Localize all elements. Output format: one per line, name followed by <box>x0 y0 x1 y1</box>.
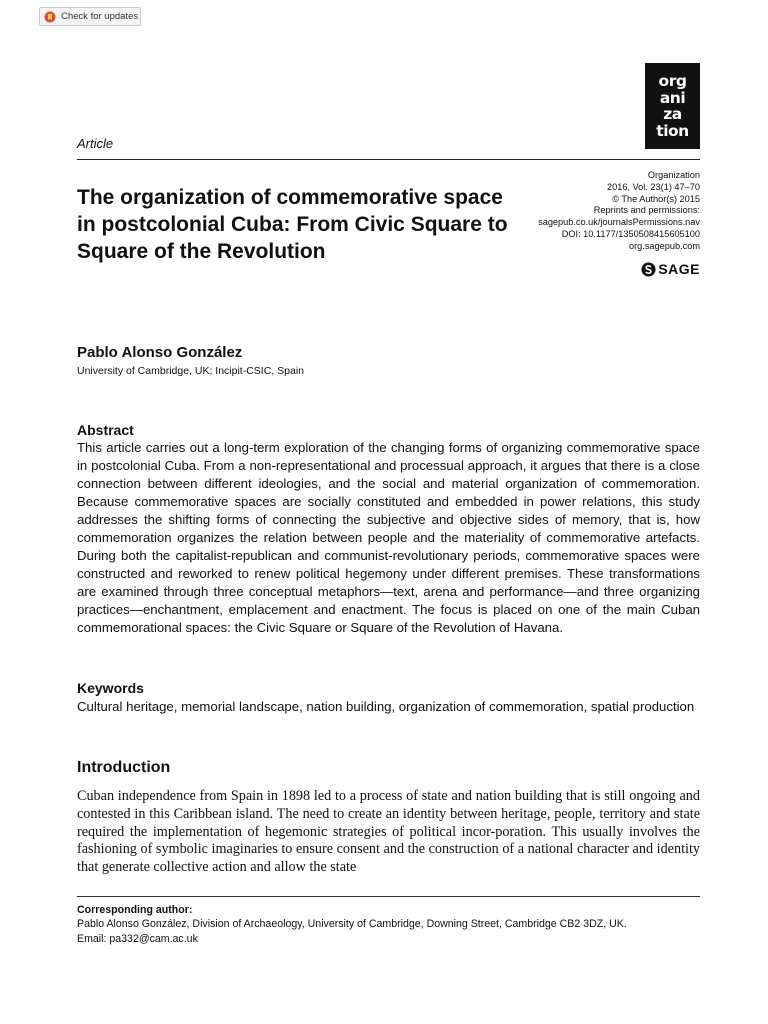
introduction-text: Cuban independence from Spain in 1898 led to a process of state and nation building that is still ongoing and contested in this Caribbean island. The need to create an identity between heritage, people, territory and state required the implementation of hegemonic strategies of political incor-poration. This usually involves the fashioning of symbolic imaginaries to ensure consent and the construction of a national character and identity that generate collective action and allow the state <box>77 788 700 876</box>
permissions-label: Reprints and permissions: <box>593 205 700 216</box>
corresponding-author-label: Corresponding author: <box>77 904 193 916</box>
publisher-name: SAGE <box>658 261 700 277</box>
footnote-rule <box>77 896 700 897</box>
logo-line: org <box>658 72 687 90</box>
journal-meta <box>538 170 700 253</box>
logo-line: za <box>663 105 682 123</box>
doi[interactable]: DOI: 10.1177/1350508415605100 <box>561 228 700 239</box>
journal-volume: 2016, Vol. 23(1) 47–70 <box>607 181 700 192</box>
logo-line: tion <box>656 121 689 140</box>
journal-name: Organization <box>647 170 700 180</box>
publisher-logo <box>641 260 700 278</box>
journal-logo <box>645 63 700 149</box>
paper-title: The organization of commemorative space in postcolonial Cuba: From Civic Square to Square of the Revolution <box>77 186 508 263</box>
copyright: © The Author(s) 2015 <box>612 193 700 204</box>
keywords-heading: Keywords <box>77 680 144 696</box>
abstract-heading: Abstract <box>77 422 134 438</box>
footnote <box>77 903 627 946</box>
logo-line: ani <box>659 88 686 107</box>
check-for-updates-button[interactable] <box>39 7 141 26</box>
corresponding-author-address: Pablo Alonso González, Division of Archaeology, University of Cambridge, Downing Street, Cambridge CB2 3DZ, UK. <box>77 918 627 931</box>
author-affiliation: University of Cambridge, UK; Incipit-CSIC, Spain <box>77 365 304 377</box>
sage-icon <box>641 262 656 277</box>
header-rule <box>77 159 700 160</box>
introduction-heading: Introduction <box>77 759 171 776</box>
corresponding-author-email[interactable]: Email: pa332@cam.ac.uk <box>77 932 198 945</box>
article-type: Article <box>77 136 114 151</box>
check-for-updates-icon <box>44 11 56 23</box>
permissions-link[interactable]: sagepub.co.uk/journalsPermissions.nav <box>538 217 700 228</box>
keywords-text: Cultural heritage, memorial landscape, nation building, organization of commemoration, spatial production <box>77 699 695 714</box>
abstract-text: This article carries out a long-term exploration of the changing forms of organizing commemorative space in postcolonial Cuba. From a non-representational and processual approach, it argues that there is a close connection between different ideologies, and the social and material organization of commemoration. Because commemorative spaces are socially constituted and embedded in power relations, this study addresses the shifting forms of connecting the subjective and objective sides of memory, that is, how commemoration organizes the relation between people and the materiality of commemorative artefacts. During both the capitalist-republican and communist-revolutionary periods, commemorative spaces were constructed and reworked to renew political hegemony under different premises. These transformations are examined through three conceptual metaphors—text, arena and performance—and three organizing practices—enchantment, emplacement and enactment. The focus is placed on one of the main Cuban commemorational spaces: the Civic Square or Square of the Revolution of Havana. <box>77 440 700 635</box>
check-for-updates-label: Check for updates <box>61 11 139 22</box>
author-name: Pablo Alonso González <box>77 344 243 361</box>
journal-url[interactable]: org.sagepub.com <box>629 240 700 251</box>
